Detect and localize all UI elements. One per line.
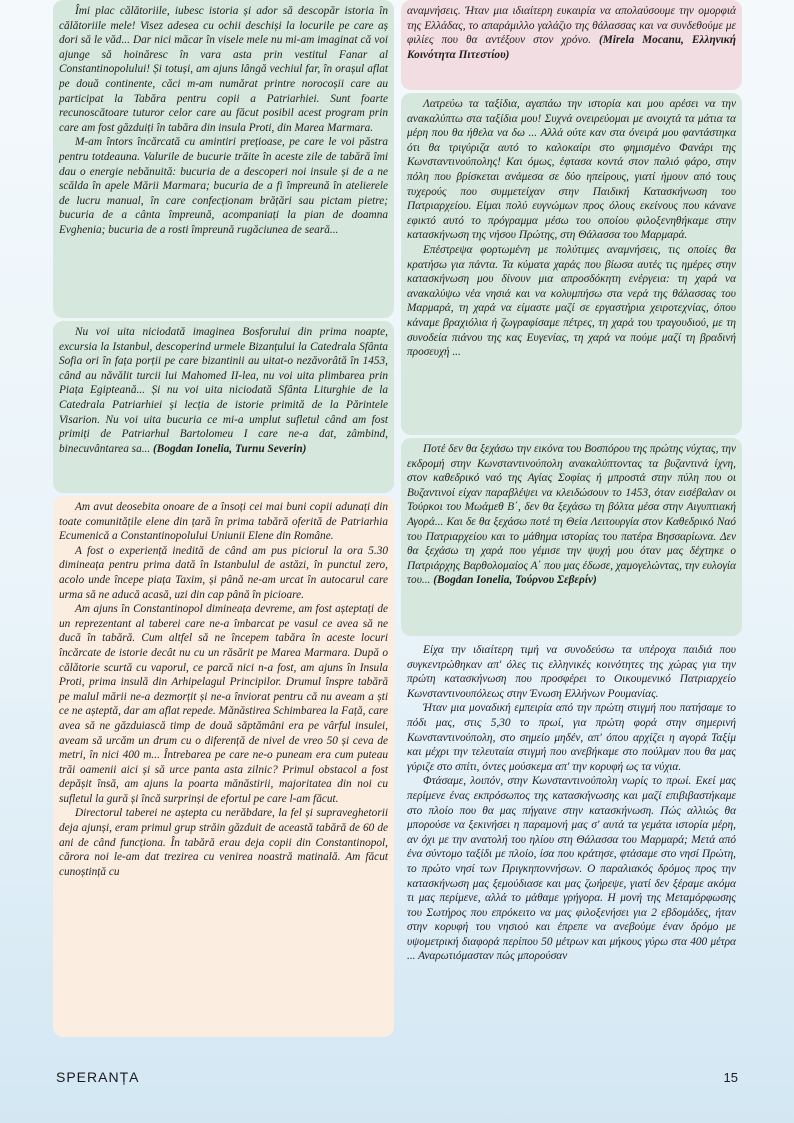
greek-testimony-part1 (401, 93, 742, 435)
paragraph: Îmi plac călătoriile, iubesc istoria și ador să descopăr istoria în călătoriile mele! Visez adesea cu ochii deschiși la locurile pe care aș dori să le văd... Dar nici măcar în visele mele nu mi-am imaginat că voi ajunge să hoinăresc în vara asta prin vestitul Fanar al Constantinopolului! Și totuși, am ajuns lângă vechiul far, în orașul aflat pe două continente, căci m-am numărat printre norocoșii care au participat la Tabăra pentru copii a Patriarhiei. Sunt foarte recunoscătoare tuturor celor care au făcut posibil acest program prin care am fost găzduiți în tabăra din insula Proti, din Marea Marmara. (59, 5, 388, 134)
paragraph: Είχα την ιδιαίτερη τιμή να συνοδεύσω τα υπέροχα παιδιά που συγκεντρώθηκαν απ' όλες τις ελληνικές κοινότητες της χώρας για την πρώτη κατασκήνωση που προσφέρει το Οικουμενικό Πατριαρχείο Κωνσταντινουπόλεως στην Ένωση Ελλήνων Ρουμανίας. (407, 644, 736, 700)
romanian-testimony-part1 (53, 0, 394, 318)
paragraph: Directorul taberei ne aștepta cu nerăbdare, la fel și supraveghetorii deja ajunși, eram primul grup străin găzduit de această tabără de 60 de ani de când funcționa. În tabără erau deja copii din Constantinopol, cărora noi le-am dat trezirea cu venirea noastră matinală. Am făcut cunoștință cu (59, 807, 388, 878)
magazine-title: SPERANȚA (56, 1069, 140, 1085)
paragraph: Ποτέ δεν θα ξεχάσω την εικόνα του Βοσπόρου της πρώτης νύχτας, την εκδρομή στην Κωνσταντινούπολη ανακαλύπτοντας τα βυζαντινά ίχνη, στον καθεδρικό ναό της Αγίας Σοφίας ή μπροστά στην πύλη που οι Βυζαντινοί είχαν παραβλέψει να κλειδώσουν το 1453, όταν εισέβαλαν οι Τούρκοι του Μωάμεθ Β΄, δεν θα ξεχάσω τη βόλτα μέσα στην Αιγυπτιακή Αγορά... Και δε θα ξεχάσω ποτέ τη Θεία Λειτουργία στον Καθεδρικό Ναό του Πατριαρχείου και το μάθημα ιστορίας του πατέρα Βησσαρίωνα. Δεν θα ξεχάσω τη χαρά που γέμισε την ψυχή μου όταν μας δέχτηκε ο Πατριάρχης Βαρθολομαίος Α΄ που μας έδωσε, χαμογελώντας, την ευλογία του... (407, 443, 736, 587)
greek-companion-article (401, 639, 742, 1062)
page-footer (56, 1066, 738, 1088)
paragraph: A fost o experiență inedită de când am pus piciorul la ora 5.30 dimineața pentru prima dată în Istanbulul de astăzi, în punctul zero, acolo unde începe piața Taxim, și până ne-am urcat în autocarul care urma să ne aducă acasă, uzi din cap până în picioare. (59, 544, 388, 601)
author-signature: (Bogdan Ionelia, Turnu Severin) (153, 442, 307, 455)
paragraph: Am avut deosebita onoare de a însoți cei mai buni copii adunați din toate comunitățile elene din țară în prima tabără oferită de Patriarhia Ecumenică a Constantinopolului Uniunii Elene din Române. (59, 501, 388, 543)
left-column (53, 0, 394, 1065)
paragraph: Ήταν μια μοναδική εμπειρία από την πρώτη στιγμή που πατήσαμε το πόδι μας, στις 5,30 το πρωί, για πρώτη φορά στην σημερινή Κωνσταντινούπολη, στο σημείο μηδέν, απ' όπου αρχίζει η αγορά Ταξίμ και μέχρι την τελευταία στιγμή που ανεβήκαμε στο πούλμαν που θα μας γύριζε στο σπίτι, όντες μούσκεμα απ' την κορυφή ως τα νύχια. (407, 702, 736, 773)
romanian-testimony-part2 (53, 321, 394, 493)
author-signature: (Bogdan Ionelia, Τούρνου Σεβερίν) (433, 574, 597, 587)
paragraph: Nu voi uita niciodată imaginea Bosforului din prima noapte, excursia la Istanbul, descoperind urmele Bizanțului la Catedrala Sfânta Sofia ori în fața porții pe care bizantinii au uitat-o nezăvorâtă în 1453, când au năvălit turcii lui Mahomed II-lea, nu voi uita plimbarea prin Piața Egipteană... Și nu voi uita niciodată Sfânta Liturghie de la Catedrala Patriarhiei și lecția de istorie primită de la Părintele Visarion. Nu voi uita bucuria ce mi-a umplut sufletul când am fost primiți de Patriarhul Bartolomeu I care ne-a dat, zâmbind, binecuvântarea sa... (59, 326, 388, 455)
greek-testimony-ending (401, 0, 742, 90)
paragraph: Am ajuns în Constantinopol dimineața devreme, am fost așteptați de un reprezentant al taberei care ne-a îmbarcat pe vasul ce avea să ne ducă în tabără. Cum altfel să ne începem tabăra în aceste locuri încărcate de istorie decât nu cu un răsărit pe Marea Marmara. După o călătorie scurtă cu vaporul, ce parcă nici n-a fost, am ajuns în Insula Proti, prima insulă din Arhipelagul Principilor. Drumul înspre tabără pe malul mării ne-a dezmorțit și ne-a înviorat pentru că nu aveam a ști ce ne așteptă, dar am aflat repede. Mănăstirea Schimbarea la Față, care avea să ne găzduiască timp de două săptămâni era pe vârful insulei, aveam să urcăm un drum cu o diferență de nivel de vreo 50 și ceva de metri, în nici 400 m... Întrebarea pe care ne-o puneam era cum puteau trăi oamenii aici și să urce panta asta zilnic? Primul obstacol a fost depășit însă, am ajuns la poarta mănăstirii, majoritatea din noi cu sufletul la gură și încă surprinși de efortul pe care l-am făcut. (59, 603, 388, 805)
paragraph: M-am întors încărcată cu amintiri prețioase, pe care le voi păstra pentru totdeauna. Valurile de bucurie trăite în aceste zile de tabără îmi dau o energie nebănuită: bucuria de a descoperi noi insule și de a ne scălda în apele Mării Marmara; bucuria de a fi împreună în atelierele de lucru manual, în care confecționam brățări sau pictam pietre; bucuria de a cânta împreună, acompaniați la pian de doamna Evghenia; bucuria de a rosti împreună rugăciunea de seară... (59, 136, 388, 236)
author-signature: (Mirela Mocanu, Ελληνική Κοινότητα Πιτεστίου) (407, 34, 736, 61)
page-number: 15 (723, 1069, 738, 1085)
right-column (401, 0, 742, 1065)
paragraph: Επέστρεψα φορτωμένη με πολύτιμες αναμνήσεις, τις οποίες θα κρατήσω για πάντα. Τα κύματα χαράς που βίωσα αυτές τις ημέρες στην κατασκήνωση μου δίνουν μια απροσδόκητη ενέργεια: τη χαρά να ανακαλύψω νέα νησιά και να κολυμπήσω στα νερά της θάλασσας του Μαρμαρά, τη χαρά να είμαστε μαζί σε εργαστήρια χειροτεχνίας, όπου κάναμε βραχιόλια ή ζωγραφίσαμε πέτρες, τη χαρά του τραγουδιού, με τη συνοδεία πιάνου της κας Ευγενίας, τη χαρά να πούμε μαζί τη βραδινή προσευχή ... (407, 243, 736, 359)
paragraph: Φτάσαμε, λοιπόν, στην Κωνσταντινούπολη νωρίς το πρωί. Εκεί μας περίμενε ένας εκπρόσωπος της κατασκήνωσης και μαζί επιβιβαστήκαμε στο πλοίο που θα μας πήγαινε στην κατασκήνωση. Πώς αλλιώς θα μπορούσε να ξεκινήσει η παραμονή μας σ' αυτά τα γεμάτα ιστορία μέρη, αν όχι με την ανατολή του ηλίου στη Θάλασσα του Μαρμαρά; Μετά από ένα σύντομο ταξίδι με πλοίο, ίσα που κράτησε, φτάσαμε στο νησί Πρώτη, το πρώτο νησί των Πριγκηποννήσων. Ο παραλιακός δρόμος προς την κατασκήνωση μας ξεμούδιασε και μας ζωήρεψε, γιατί δεν ξέραμε ακόμα τι μας περίμενε, αλλά το μάθαμε γρήγορα. Η μονή της Μεταμόρφωσης του Σωτήρος που επρόκειτο να μας φιλοξενήσει για 2 εβδομάδες, ήταν στην κορυφή του νησιού και έπρεπε να ανεβούμε έναν δρόμο με υψομετρική διαφορά περίπου 50 μέτρων και μήκους γύρω στα 400 μέτρα ... Αναρωτιόμασταν πώς μπορούσαν (407, 775, 736, 963)
paragraph: Λατρεύω τα ταξίδια, αγαπάω την ιστορία και μου αρέσει να την ανακαλύπτω στα ταξίδια μου! Συχνά ονειρεύομαι με ανοιχτά τα μάτια τα μέρη που θα ήθελα να δω ... Αλλά ούτε καν στα όνειρά μου φαντάστηκα ότι θα τριγύριζα αυτό το καλοκαίρι στο φημισμένο Φανάρι της Κωνσταντινούπολης! Και όμως, έφτασα κοντά στον παλιό φάρο, στην πόλη που βρίσκεται ανάμεσα σε δύο ηπείρους, γιατί ήμουν από τους τυχερούς που συμμετείχαν στην Παιδική Κατασκήνωση του Πατριαρχείου. Είμαι πολύ ευγνώμων προς όλους εκείνους που κάνανε εφικτό αυτό το πρόγραμμα μέσω του οποίου φιλοξενηθήκαμε στην κατασκήνωση της νήσου Πρώτης, στη Θάλασσα του Μαρμαρά. (407, 98, 736, 242)
greek-testimony-part2 (401, 438, 742, 636)
paragraph: αναμνήσεις. Ήταν μια ιδιαίτερη ευκαιρία να απολαύσουμε την ομορφιά της Ελλάδας, το απαράμιλλο γαλάζιο της θάλασσας και να συνδεθούμε με φιλίες που θα αντέξουν στον χρόνο. (407, 5, 736, 47)
romanian-companion-article (53, 496, 394, 1037)
